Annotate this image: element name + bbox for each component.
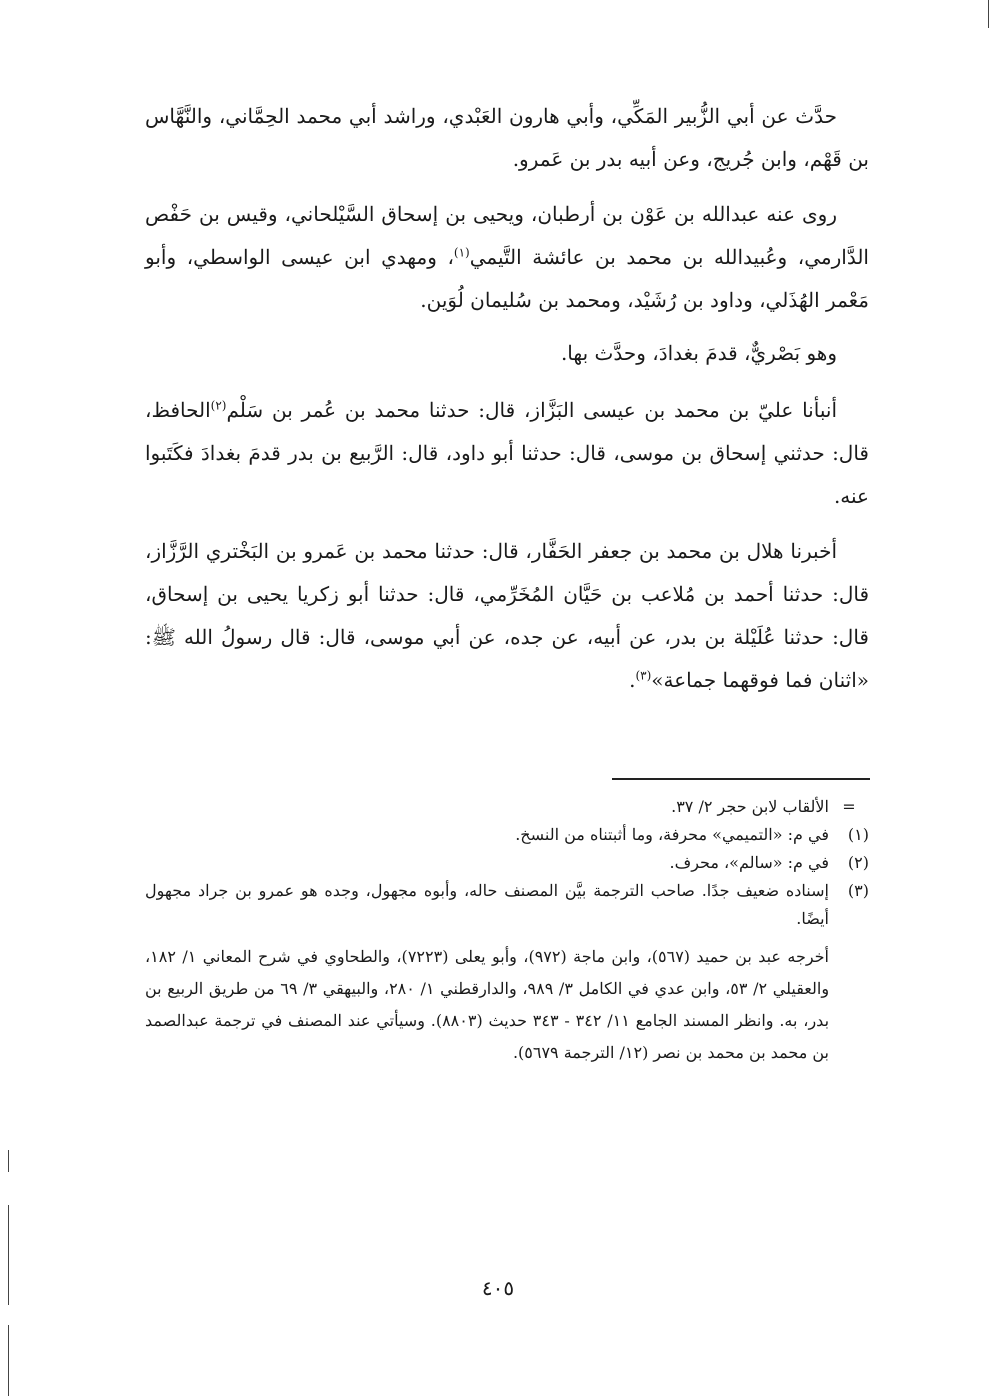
footnote-number: (٢) [847,853,869,872]
paragraph-5-tail: . [629,668,636,692]
scan-edge-mid [8,1150,9,1172]
scan-edge-bottom-2 [8,1325,9,1396]
paragraph-3-text: وهو بَصْريٌّ، قدمَ بغدادَ، وحدَّث بها. [560,341,837,365]
footnote-3 [145,877,869,933]
footnote-text: إسناده ضعيف جدًا. صاحب الترجمة بيَّن المصنف حاله، وأبوه مجهول، وجده هو عمرو بن جراد مجهول أيضًا. [145,881,829,928]
footnote-continued [145,793,869,821]
paragraph-4-text: أنبأنا عليّ بن محمد بن عيسى البَزَّاز، قال: حدثنا محمد بن عُمر بن سَلْم [226,398,837,422]
footnote-number: (٣) [847,881,869,900]
scan-edge-top [988,0,989,28]
paragraph-2-tail: ، ومهدي ابن عيسى الواسطي، وأبو مَعْمر الهُذَلي، وداود بن رُشَيْد، ومحمد بن سُليمان لُوَين. [145,245,869,312]
paragraph-2-text: روى عنه عبدالله بن عَوْن بن أرطبان، ويحيى بن إسحاق السَّيْلحاني، وقيس بن حَفْص الدَّارمي، وعُبيدالله بن محمد بن عائشة التَّيمي [145,202,869,269]
paragraph-5-text: أخبرنا هلال بن محمد بن جعفر الحَفَّار، قال: حدثنا محمد بن عَمرو بن البَخْتري الرَّزَّاز، قال: حدثنا أحمد بن مُلاعب بن حَيَّان المُخَرِّمي، قال: حدثنا أبو زكريا يحيى بن إسحاق، قال: حدثنا عُلَيْلة بن بدر، عن أبيه، عن جده، عن أبي موسى، قال: قال رسولُ الله ﷺ: «اثنان فما فوقهما جماعة» [145,539,870,692]
paragraph-1-text: حدَّث عن أبي الزُّبير المَكِّي، وأبي هارون العَبْدي، وراشد أبي محمد الحِمَّاني، والنَّهَّاس بن قَهْم، وابن جُريج، وعن أبيه بدر بن عَمرو. [145,104,869,171]
footnote-text: الألقاب لابن حجر ٢/ ٣٧. [671,797,829,816]
footnote-separator [612,778,870,780]
page-number: ٤٠٥ [481,1276,515,1300]
paragraph-4-tail: الحافظ، قال: حدثني إسحاق بن موسى، قال: حدثنا أبو داود، قال: الرَّبيع بن بدر قدمَ بغدادَ فكَتَبوا عنه. [145,398,869,508]
footnote-marker: = [842,797,856,816]
footnote-ref-3[interactable]: (٣) [635,668,652,683]
footnote-text: في م: «التميمي» محرفة، وما أثبتناه من النسخ. [515,825,829,844]
footnote-number: (١) [847,825,869,844]
paragraph-5 [145,530,869,702]
paragraph-2 [145,193,869,322]
main-text [145,95,869,712]
footnote-text: في م: «سالم»، محرف. [669,853,829,872]
footnotes [145,793,869,1069]
footnote-3-continuation: أخرجه عبد بن حميد (٥٦٧)، وابن ماجة (٩٧٢)، وأبو يعلى (٧٢٢٣)، والطحاوي في شرح المعاني ١/ ١٨٢، والعقيلي ٢/ ٥٣، وابن عدي في الكامل ٣/ ٩٨٩، والدارقطني ١/ ٢٨٠، والبيهقي ٣/ ٦٩ من طريق الربيع بن بدر، به. وانظر المسند الجامع ١١/ ٣٤٢ - ٣٤٣ حديث (٨٨٠٣). وسيأتي عند المصنف في ترجمة عبدالصمد بن محمد بن محمد بن نصر (١٢/ الترجمة ٥٦٧٩). [145,947,830,1062]
paragraph-3 [145,332,869,375]
footnote-ref-2[interactable]: (٢) [210,398,227,413]
paragraph-1 [145,95,869,181]
scan-edge-bottom-1 [8,1205,9,1305]
footnote-1 [145,821,869,849]
footnote-ref-1[interactable]: (١) [453,245,470,260]
paragraph-4 [145,389,869,518]
footnote-2 [145,849,869,877]
